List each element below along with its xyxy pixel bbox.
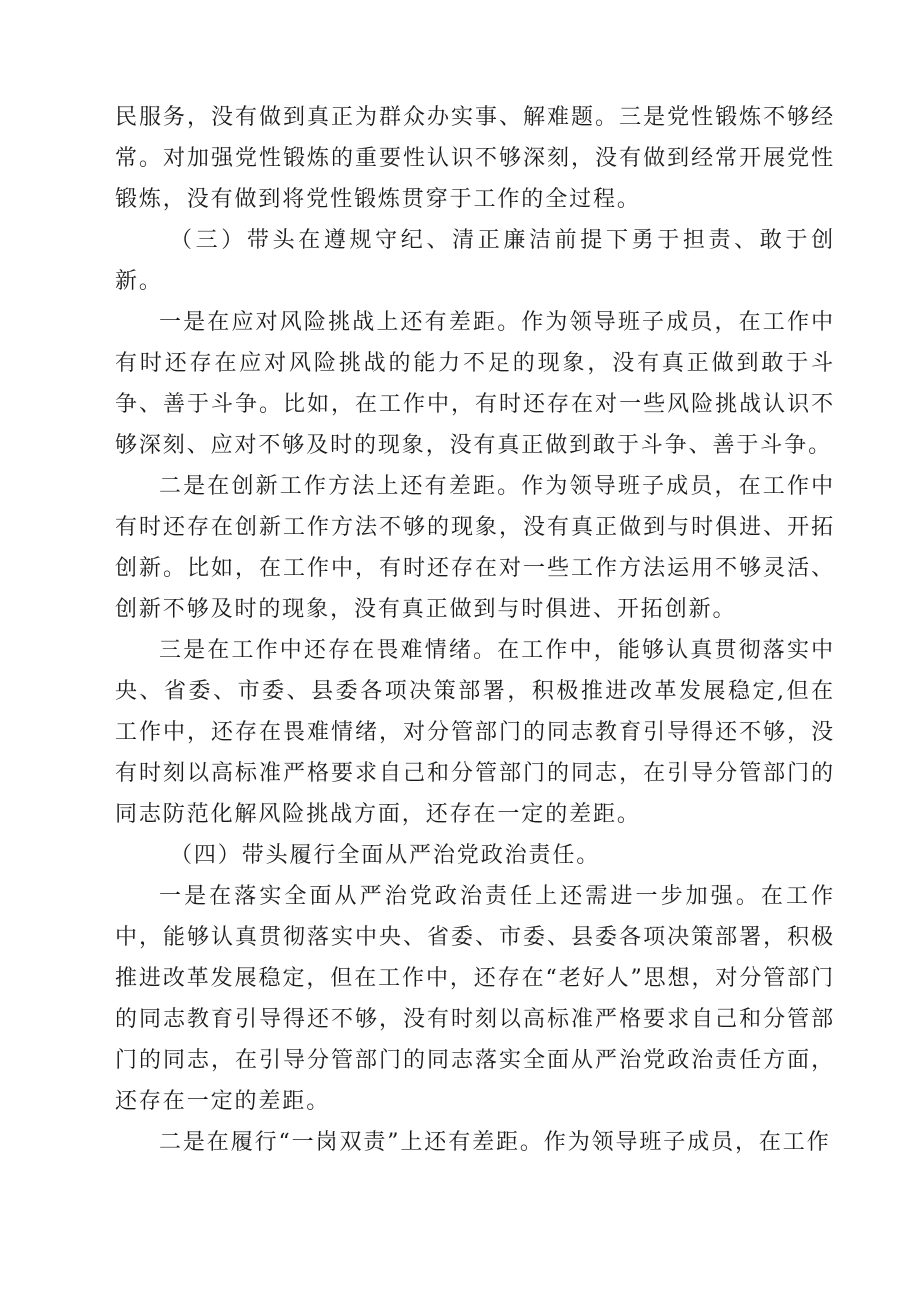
- document-body: [115, 97, 835, 1163]
- section-heading-4: （四）带头履行全面从严治党政治责任。: [170, 843, 601, 868]
- paragraph-risk-challenge: 一是在应对风险挑战上还有差距。作为领导班子成员，在工作中有时还存在应对风险挑战的能力不足的现象，没有真正做到敢于斗争、善于斗争。比如，在工作中，有时还存在对一些风险挑战认识不够深刻、应对不够及时的现象，没有真正做到敢于斗争、善于斗争。: [115, 310, 835, 458]
- paragraph-fear-difficulty: 三是在工作中还存在畏难情绪。在工作中，能够认真贯彻落实中央、省委、市委、县委各项决策部署，积极推进改革发展稳定,但在工作中，还存在畏难情绪，对分管部门的同志教育引导得还不够，没有时刻以高标准严格要求自己和分管部门的同志，在引导分管部门的同志防范化解风险挑战方面，还存在一定的差距。: [115, 638, 835, 827]
- paragraph-continuation: 民服务，没有做到真正为群众办实事、解难题。三是党性锻炼不够经常。对加强党性锻炼的重要性认识不够深刻，没有做到经常开展党性锻炼，没有做到将党性锻炼贯穿于工作的全过程。: [115, 105, 835, 212]
- paragraph-dual-responsibility: 二是在履行“一岗双责”上还有差距。作为领导班子成员，在工作: [159, 1130, 831, 1155]
- section-heading-3: （三）带头在遵规守纪、清正廉洁前提下勇于担责、敢于创新。: [115, 228, 835, 294]
- paragraph-innovation: 二是在创新工作方法上还有差距。作为领导班子成员，在工作中有时还存在创新工作方法不够的现象，没有真正做到与时俱进、开拓创新。比如，在工作中，有时还存在对一些工作方法运用不够灵活、创新不够及时的现象，没有真正做到与时俱进、开拓创新。: [115, 474, 835, 622]
- paragraph-party-governance: 一是在落实全面从严治党政治责任上还需进一步加强。在工作中，能够认真贯彻落实中央、省委、市委、县委各项决策部署，积极推进改革发展稳定，但在工作中，还存在“老好人”思想，对分管部门的同志教育引导得还不够，没有时刻以高标准严格要求自己和分管部门的同志，在引导分管部门的同志落实全面从严治党政治责任方面，还存在一定的差距。: [115, 884, 835, 1114]
